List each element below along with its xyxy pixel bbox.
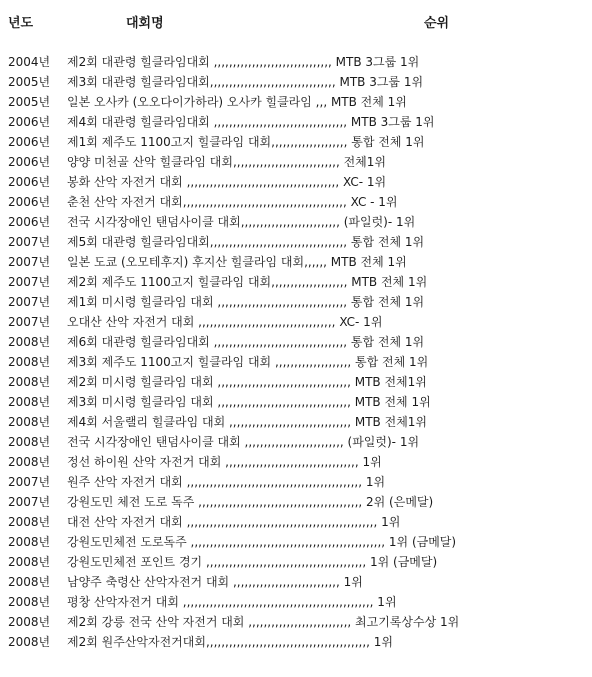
result-text: 전국 시각장애인 탠덤사이클 대회,,,,,,,,,,,,,,,,,,,,,,,,,, (파일럿)- 1위	[67, 215, 416, 229]
list-item	[0, 172, 592, 192]
year-cell: 2007년	[8, 315, 51, 329]
list-item	[0, 312, 592, 332]
year-cell: 2008년	[8, 555, 51, 569]
result-text: 춘천 산악 자전거 대회,,,,,,,,,,,,,,,,,,,,,,,,,,,,,,,,,,,,,,,,,,, XC - 1위	[67, 195, 398, 209]
year-cell: 2008년	[8, 615, 51, 629]
year-cell: 2006년	[8, 155, 51, 169]
result-text: 제4회 서울랠리 힐클라임 대회 ,,,,,,,,,,,,,,,,,,,,,,,,,,,,,,,, MTB 전체1위	[67, 415, 428, 429]
year-cell: 2008년	[8, 635, 51, 649]
list-item	[0, 192, 592, 212]
results-list	[0, 52, 592, 652]
list-item	[0, 212, 592, 232]
result-text: 제5회 대관령 힐클라임대회,,,,,,,,,,,,,,,,,,,,,,,,,,,,,,,,,,,, 통합 전체 1위	[67, 235, 425, 249]
year-cell: 2008년	[8, 455, 51, 469]
year-cell: 2006년	[8, 135, 51, 149]
result-text: 제3회 대관령 힐클라임대회,,,,,,,,,,,,,,,,,,,,,,,,,,,,,,,,, MTB 3그룹 1위	[67, 75, 424, 89]
list-item	[0, 92, 592, 112]
result-text: 제4회 대관령 힐클라임대회 ,,,,,,,,,,,,,,,,,,,,,,,,,,,,,,,,,,, MTB 3그룹 1위	[67, 115, 435, 129]
list-item	[0, 572, 592, 592]
year-cell: 2007년	[8, 495, 51, 509]
result-text: 제3회 제주도 1100고지 힐클라임 대회 ,,,,,,,,,,,,,,,,,,,, 통합 전체 1위	[67, 355, 429, 369]
year-cell: 2006년	[8, 115, 51, 129]
result-text: 오대산 산악 자전거 대회 ,,,,,,,,,,,,,,,,,,,,,,,,,,,,,,,,,,,, XC- 1위	[67, 315, 383, 329]
list-item	[0, 592, 592, 612]
list-item	[0, 332, 592, 352]
list-item	[0, 232, 592, 252]
list-item	[0, 412, 592, 432]
result-text: 일본 도쿄 (오모테후지) 후지산 힐클라임 대회,,,,,, MTB 전체 1위	[67, 255, 407, 269]
year-cell: 2007년	[8, 475, 51, 489]
list-item	[0, 452, 592, 472]
list-item	[0, 152, 592, 172]
year-cell: 2007년	[8, 295, 51, 309]
list-item	[0, 392, 592, 412]
year-cell: 2004년	[8, 55, 51, 69]
column-header-rank: 순위	[424, 16, 450, 31]
list-item	[0, 632, 592, 652]
year-cell: 2008년	[8, 395, 51, 409]
year-cell: 2008년	[8, 375, 51, 389]
list-item	[0, 432, 592, 452]
result-text: 일본 오사카 (오오다이가하라) 오사카 힐클라임 ,,, MTB 전체 1위	[67, 95, 407, 109]
result-text: 원주 산악 자전거 대회 ,,,,,,,,,,,,,,,,,,,,,,,,,,,,,,,,,,,,,,,,,,,,,, 1위	[67, 475, 386, 489]
result-text: 전국 시각장애인 탠덤사이클 대회 ,,,,,,,,,,,,,,,,,,,,,,,,,, (파일럿)- 1위	[67, 435, 420, 449]
list-item	[0, 132, 592, 152]
year-cell: 2008년	[8, 595, 51, 609]
result-text: 남양주 축령산 산악자전거 대회 ,,,,,,,,,,,,,,,,,,,,,,,,,,,, 1위	[67, 575, 363, 589]
result-text: 정선 하이원 산악 자전거 대회 ,,,,,,,,,,,,,,,,,,,,,,,,,,,,,,,,,,, 1위	[67, 455, 382, 469]
year-cell: 2008년	[8, 575, 51, 589]
list-item	[0, 532, 592, 552]
result-text: 제2회 강릉 전국 산악 자전거 대회 ,,,,,,,,,,,,,,,,,,,,,,,,,,, 최고기록상수상 1위	[67, 615, 460, 629]
year-cell: 2008년	[8, 415, 51, 429]
year-cell: 2007년	[8, 235, 51, 249]
result-text: 봉화 산악 자전거 대회 ,,,,,,,,,,,,,,,,,,,,,,,,,,,,,,,,,,,,,,,, XC- 1위	[67, 175, 387, 189]
list-item	[0, 372, 592, 392]
list-item	[0, 272, 592, 292]
list-item	[0, 112, 592, 132]
year-cell: 2008년	[8, 515, 51, 529]
result-text: 평창 산악자전거 대회 ,,,,,,,,,,,,,,,,,,,,,,,,,,,,,,,,,,,,,,,,,,,,,,,,,, 1위	[67, 595, 397, 609]
year-cell: 2005년	[8, 95, 51, 109]
year-cell: 2008년	[8, 335, 51, 349]
result-text: 제1회 제주도 1100고지 힐클라임 대회,,,,,,,,,,,,,,,,,,,, 통합 전체 1위	[67, 135, 425, 149]
list-item	[0, 612, 592, 632]
year-cell: 2007년	[8, 275, 51, 289]
year-cell: 2008년	[8, 535, 51, 549]
result-text: 제3회 미시령 힐클라임 대회 ,,,,,,,,,,,,,,,,,,,,,,,,,,,,,,,,,,, MTB 전체 1위	[67, 395, 431, 409]
list-item	[0, 512, 592, 532]
result-text: 제1회 미시령 힐클라임 대회 ,,,,,,,,,,,,,,,,,,,,,,,,,,,,,,,,,, 통합 전체 1위	[67, 295, 425, 309]
result-text: 양양 미천골 산악 힐클라임 대회,,,,,,,,,,,,,,,,,,,,,,,,,,,, 전체1위	[67, 155, 386, 169]
result-text: 제6회 대관령 힐클라임대회 ,,,,,,,,,,,,,,,,,,,,,,,,,,,,,,,,,,, 통합 전체 1위	[67, 335, 425, 349]
result-text: 제2회 미시령 힐클라임 대회 ,,,,,,,,,,,,,,,,,,,,,,,,,,,,,,,,,,, MTB 전체1위	[67, 375, 427, 389]
year-cell: 2008년	[8, 435, 51, 449]
result-text: 강원도민체전 포인트 경기 ,,,,,,,,,,,,,,,,,,,,,,,,,,,,,,,,,,,,,,,,,, 1위 (금메달)	[67, 555, 438, 569]
result-text: 제2회 대관령 힐클라임대회 ,,,,,,,,,,,,,,,,,,,,,,,,,,,,,,, MTB 3그룹 1위	[67, 55, 420, 69]
result-text: 대전 산악 자전거 대회 ,,,,,,,,,,,,,,,,,,,,,,,,,,,,,,,,,,,,,,,,,,,,,,,,,, 1위	[67, 515, 401, 529]
year-cell: 2007년	[8, 255, 51, 269]
year-cell: 2006년	[8, 175, 51, 189]
result-text: 강원도민 체전 도로 독주 ,,,,,,,,,,,,,,,,,,,,,,,,,,,,,,,,,,,,,,,,,,, 2위 (은메달)	[67, 495, 434, 509]
column-header-competition: 대회명	[126, 16, 164, 31]
year-cell: 2006년	[8, 195, 51, 209]
result-text: 제2회 제주도 1100고지 힐클라임 대회,,,,,,,,,,,,,,,,,,,, MTB 전체 1위	[67, 275, 428, 289]
result-text: 강원도민체전 도로독주 ,,,,,,,,,,,,,,,,,,,,,,,,,,,,,,,,,,,,,,,,,,,,,,,,,,, 1위 (금메달)	[67, 535, 457, 549]
column-header-year: 년도	[8, 16, 34, 31]
list-item	[0, 552, 592, 572]
list-item	[0, 292, 592, 312]
year-cell: 2006년	[8, 215, 51, 229]
list-item	[0, 252, 592, 272]
list-item	[0, 352, 592, 372]
list-item	[0, 472, 592, 492]
list-item	[0, 492, 592, 512]
year-cell: 2005년	[8, 75, 51, 89]
list-item	[0, 52, 592, 72]
list-item	[0, 72, 592, 92]
result-text: 제2회 원주산악자전거대회,,,,,,,,,,,,,,,,,,,,,,,,,,,,,,,,,,,,,,,,,,, 1위	[67, 635, 394, 649]
year-cell: 2008년	[8, 355, 51, 369]
